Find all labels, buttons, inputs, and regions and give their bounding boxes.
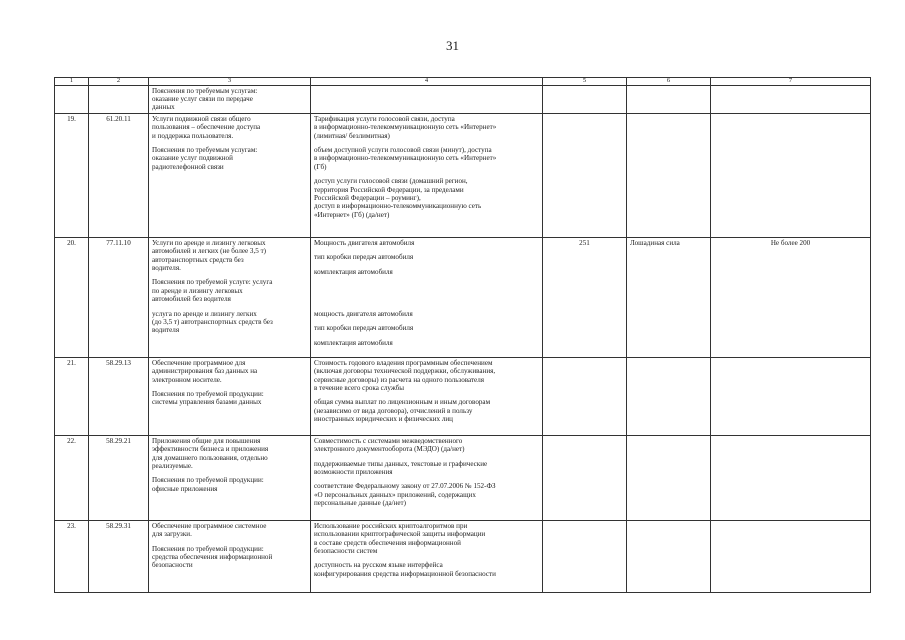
- text-line: Использование российских криптоалгоритмов при: [314, 521, 468, 530]
- text-line: иностранных юридических и физических лиц: [314, 415, 453, 424]
- text-line: электронном носителе.: [152, 375, 222, 384]
- cell-characteristic: [311, 85, 543, 113]
- header-col-6: 6: [627, 78, 711, 86]
- text-line: в течение всего срока службы: [314, 383, 404, 392]
- text-line: и поддержка пользователя.: [152, 131, 234, 140]
- text-line: поддерживаемые типы данных, текстовые и графические: [314, 459, 488, 468]
- header-col-2: 2: [89, 78, 149, 86]
- page-number: 31: [446, 38, 459, 53]
- cell-characteristic: [311, 357, 543, 435]
- text-line: (Гб): [314, 162, 327, 171]
- cell-code: 58.29.31: [89, 520, 149, 592]
- cell-unit-name: Лошадиная сила: [627, 237, 711, 357]
- text-line: сервисные договоры) из расчета на одного пользователя: [314, 375, 485, 384]
- text-line: «Интернет» (Гб) (да/нет): [314, 210, 390, 219]
- text-line: системы управления базами данных: [152, 398, 262, 407]
- table-row-23: [55, 520, 871, 592]
- cell-characteristic: [311, 237, 543, 357]
- text-line: Совместимость с системами межведомственного: [314, 436, 463, 445]
- text-line: безопасности: [152, 561, 193, 570]
- text-line: персональные данные (да/нет): [314, 499, 406, 508]
- cell-unit-code: 251: [543, 237, 627, 357]
- text-line: Услуги подвижной связи общего: [152, 114, 251, 123]
- text-line: для домашнего пользования, отдельно: [152, 453, 268, 462]
- text-line: «О персональных данных» приложений, содержащих: [314, 490, 476, 499]
- text-line: Мощность двигателя автомобиля: [314, 238, 415, 247]
- cell-number: 20.: [55, 237, 89, 357]
- text-line: автотранспортных средств без: [152, 255, 244, 264]
- cell-service-name: [149, 237, 311, 357]
- cell-number: 21.: [55, 357, 89, 435]
- cell-service-name: [149, 113, 311, 237]
- text-line: Услуги по аренде и лизингу легковых: [152, 238, 266, 247]
- cell-code: [89, 85, 149, 113]
- cell-value: [711, 435, 871, 520]
- text-line: Пояснения по требуемой услуге: услуга: [152, 278, 273, 287]
- cell-value: [711, 520, 871, 592]
- text-line: радиотелефонной связи: [152, 162, 224, 171]
- text-line: (независимо от вида договора), отчислений в пользу: [314, 406, 473, 415]
- header-col-4: 4: [311, 78, 543, 86]
- text-line: эффективности бизнеса и приложения: [152, 445, 269, 454]
- text-line: в составе средств обеспечения информационной: [314, 538, 461, 547]
- text-line: электронного документооборота (МЭДО) (да/нет): [314, 445, 465, 454]
- cell-characteristic: [311, 113, 543, 237]
- text-line: тип коробки передач автомобиля: [314, 253, 414, 262]
- header-col-1: 1: [55, 78, 89, 86]
- text-line: Пояснения по требуемой продукции:: [152, 476, 264, 485]
- cell-value: [711, 357, 871, 435]
- text-line: Обеспечение программное системное: [152, 521, 267, 530]
- text-line: доступ услуги голосовой связи (домашний регион,: [314, 177, 468, 186]
- text-line: Обеспечение программное для: [152, 358, 246, 367]
- text-line: доступность на русском языке интерфейса: [314, 561, 443, 570]
- text-line: Пояснения по требуемым услугам:: [152, 145, 258, 154]
- text-line: возможности приложения: [314, 467, 393, 476]
- text-line: по аренде и лизингу легковых: [152, 286, 243, 295]
- table-row-22: [55, 435, 871, 520]
- text-line: доступ в информационно-телекоммуникационную сеть: [314, 202, 482, 211]
- text-line: пользования – обеспечение доступа: [152, 123, 261, 132]
- cell-unit-code: [543, 520, 627, 592]
- text-line: реализуемые.: [152, 461, 193, 470]
- cell-unit-name: [627, 85, 711, 113]
- cell-unit-code: [543, 435, 627, 520]
- text-line: Тарификация услуги голосовой связи, доступа: [314, 114, 455, 123]
- text-line: оказание услуг подвижной: [152, 154, 233, 163]
- header-col-5: 5: [543, 78, 627, 86]
- text-line: средства обеспечения информационной: [152, 552, 273, 561]
- text-line: Пояснения по требуемой продукции:: [152, 389, 264, 398]
- text-line: Российской Федерации – роуминг),: [314, 193, 421, 202]
- cell-code: 58.29.13: [89, 357, 149, 435]
- text-line: безопасности систем: [314, 546, 378, 555]
- cell-value: [711, 85, 871, 113]
- text-line: услуга по аренде и лизингу легких: [152, 309, 257, 318]
- text-line: Приложения общие для повышения: [152, 436, 261, 445]
- table-row-20: [55, 237, 871, 357]
- text-line: в информационно-телекоммуникационную сеть «Интернет»: [314, 154, 497, 163]
- cell-service-name: [149, 520, 311, 592]
- text-line: Пояснения по требуемым услугам:: [152, 86, 258, 95]
- text-line: Стоимость годового владения программным обеспечением: [314, 358, 493, 367]
- cell-number: 23.: [55, 520, 89, 592]
- cell-unit-code: [543, 113, 627, 237]
- cell-value: [711, 113, 871, 237]
- text-line: использовании криптографической защиты информации: [314, 530, 486, 539]
- table-header-row: [55, 78, 871, 86]
- text-line: водителя.: [152, 263, 181, 272]
- text-line: данных: [152, 103, 175, 112]
- cell-unit-name: [627, 520, 711, 592]
- text-line: Пояснения по требуемой продукции:: [152, 544, 264, 553]
- header-col-7: 7: [711, 78, 871, 86]
- text-line: комплектация автомобиля: [314, 338, 393, 347]
- cell-service-name: [149, 435, 311, 520]
- cell-code: 58.29.21: [89, 435, 149, 520]
- text-line: (включая договоры технической поддержки, обслуживания,: [314, 367, 496, 376]
- cell-code: 61.20.11: [89, 113, 149, 237]
- cell-value: Не более 200: [711, 237, 871, 357]
- text-line: объем доступной услуги голосовой связи (минут), доступа: [314, 145, 492, 154]
- cell-number: 19.: [55, 113, 89, 237]
- text-line: тип коробки передач автомобиля: [314, 324, 414, 333]
- text-line: общая сумма выплат по лицензионным и иным договорам: [314, 398, 491, 407]
- text-line: соответствие Федеральному закону от 27.07.2006 № 152-ФЗ: [314, 482, 496, 491]
- product-characteristics-table: [54, 77, 871, 593]
- text-line: конфигурирования средства информационной безопасности: [314, 569, 496, 578]
- text-line: (лимитная/ безлимитная): [314, 131, 390, 140]
- cell-characteristic: [311, 435, 543, 520]
- text-line: администрирования баз данных на: [152, 367, 258, 376]
- cell-unit-name: [627, 357, 711, 435]
- text-line: в информационно-телекоммуникационную сеть «Интернет»: [314, 123, 497, 132]
- header-col-3: 3: [149, 78, 311, 86]
- table-row-19: [55, 113, 871, 237]
- cell-characteristic: [311, 520, 543, 592]
- text-line: (до 3,5 т) автотранспортных средств без: [152, 317, 273, 326]
- cell-unit-code: [543, 85, 627, 113]
- cell-code: 77.11.10: [89, 237, 149, 357]
- cell-number: [55, 85, 89, 113]
- text-line: офисные приложения: [152, 484, 218, 493]
- text-line: автомобилей без водителя: [152, 295, 231, 304]
- text-line: территория Российской Федерации, за пределами: [314, 185, 464, 194]
- cell-service-name: [149, 85, 311, 113]
- text-line: комплектация автомобиля: [314, 267, 393, 276]
- table-row-continuation: [55, 85, 871, 113]
- text-line: водителя: [152, 326, 180, 335]
- cell-unit-code: [543, 357, 627, 435]
- text-line: автомобилей и легких (не более 3,5 т): [152, 247, 267, 256]
- table-row-21: [55, 357, 871, 435]
- cell-unit-name: [627, 435, 711, 520]
- cell-number: 22.: [55, 435, 89, 520]
- cell-unit-name: [627, 113, 711, 237]
- cell-service-name: [149, 357, 311, 435]
- text-line: мощность двигателя автомобиля: [314, 309, 413, 318]
- text-line: для загрузки.: [152, 530, 192, 539]
- text-line: оказание услуг связи по передаче: [152, 94, 253, 103]
